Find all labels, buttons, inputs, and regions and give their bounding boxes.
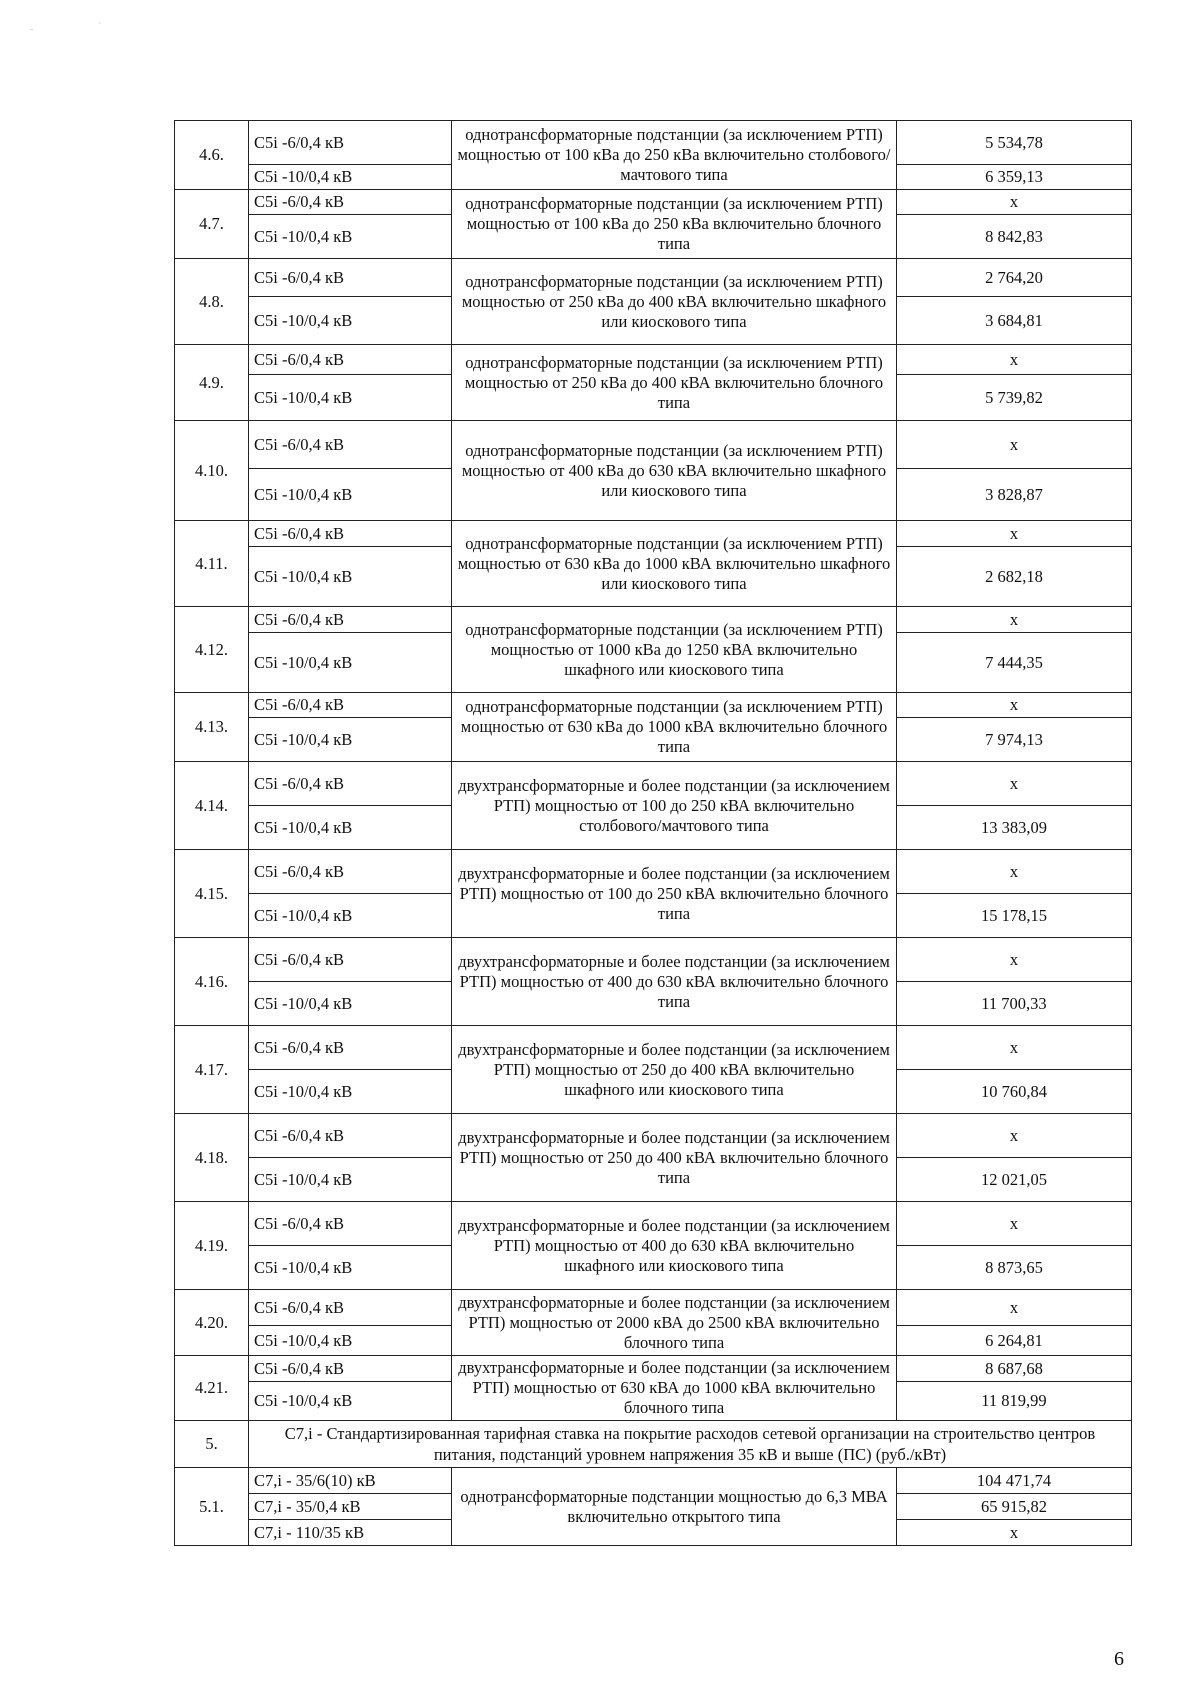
rate-value: х [897,1202,1132,1246]
item-number: 4.11. [175,521,249,607]
rate-value: х [897,190,1132,215]
substation-description: однотрансформаторные подстанции (за исключением РТП) мощностью от 250 кВа до 400 кВА включительно блочного типа [452,345,897,421]
table-row [175,1356,1132,1382]
table-row [175,421,1132,469]
substation-description: однотрансформаторные подстанции (за исключением РТП) мощностью от 100 кВа до 250 кВа включительно блочного типа [452,190,897,259]
rate-code: С5i -6/0,4 кВ [249,1202,452,1246]
rate-code: С5i -10/0,4 кВ [249,894,452,938]
table-row [175,1114,1132,1158]
substation-description: однотрансформаторные подстанции мощностью до 6,3 МВА включительно открытого типа [452,1468,897,1546]
page-number: 6 [1114,1648,1124,1670]
table-row [175,762,1132,806]
rate-code: С5i -10/0,4 кВ [249,375,452,421]
rate-code: С5i -10/0,4 кВ [249,469,452,521]
rate-value: 12 021,05 [897,1158,1132,1202]
rate-code: С7,i - 110/35 кВ [249,1520,452,1546]
item-number: 4.7. [175,190,249,259]
substation-description: однотрансформаторные подстанции (за исключением РТП) мощностью от 400 кВа до 630 кВА включительно шкафного или киоскового типа [452,421,897,521]
rate-value: 7 444,35 [897,633,1132,693]
table-row [175,521,1132,547]
table-row [175,693,1132,718]
rate-code: С5i -10/0,4 кВ [249,165,452,190]
rate-code: С5i -6/0,4 кВ [249,345,452,375]
substation-description: двухтрансформаторные и более подстанции (за исключением РТП) мощностью от 100 до 250 кВА включительно блочного типа [452,850,897,938]
rate-value: х [897,421,1132,469]
rate-value: 6 359,13 [897,165,1132,190]
item-number: 4.17. [175,1026,249,1114]
rate-code: С5i -6/0,4 кВ [249,938,452,982]
substation-description: двухтрансформаторные и более подстанции (за исключением РТП) мощностью от 2000 кВА до 2500 кВА включительно блочного типа [452,1290,897,1356]
rate-code: С5i -10/0,4 кВ [249,215,452,259]
rate-code: С5i -6/0,4 кВ [249,762,452,806]
rate-value: 8 842,83 [897,215,1132,259]
rate-code: С5i -10/0,4 кВ [249,633,452,693]
table-row [175,1290,1132,1326]
rate-code: С5i -10/0,4 кВ [249,1382,452,1421]
substation-description: двухтрансформаторные и более подстанции (за исключением РТП) мощностью от 250 до 400 кВА включительно шкафного или киоскового типа [452,1026,897,1114]
rate-value: х [897,693,1132,718]
substation-description: двухтрансформаторные и более подстанции (за исключением РТП) мощностью от 250 до 400 кВА включительно блочного типа [452,1114,897,1202]
scan-mark: ˜ [30,28,34,39]
rate-code: С7,i - 35/0,4 кВ [249,1494,452,1520]
rate-code: С5i -6/0,4 кВ [249,1290,452,1326]
substation-description: однотрансформаторные подстанции (за исключением РТП) мощностью от 630 кВа до 1000 кВА включительно шкафного или киоскового типа [452,521,897,607]
item-number: 4.20. [175,1290,249,1356]
rate-value: 10 760,84 [897,1070,1132,1114]
section-title: С7,i - Стандартизированная тарифная ставка на покрытие расходов сетевой организации на строительство центров питания, подстанций уровнем напряжения 35 кВ и выше (ПС) (руб./кВт) [249,1421,1132,1468]
rate-code: С5i -6/0,4 кВ [249,421,452,469]
rate-value: 3 684,81 [897,297,1132,345]
rate-value: х [897,850,1132,894]
rate-code: С5i -10/0,4 кВ [249,1070,452,1114]
substation-description: однотрансформаторные подстанции (за исключением РТП) мощностью от 250 кВа до 400 кВА включительно шкафного или киоскового типа [452,259,897,345]
table-body [175,121,1132,1546]
rate-code: С5i -10/0,4 кВ [249,1158,452,1202]
rate-code: С5i -10/0,4 кВ [249,547,452,607]
section-number: 5. [175,1421,249,1468]
rate-value: х [897,1520,1132,1546]
rate-value: х [897,762,1132,806]
rate-value: 6 264,81 [897,1326,1132,1356]
rate-code: С5i -10/0,4 кВ [249,1326,452,1356]
rate-value: х [897,938,1132,982]
table-row [175,1026,1132,1070]
item-number: 4.13. [175,693,249,762]
item-number: 4.21. [175,1356,249,1421]
substation-description: двухтрансформаторные и более подстанции (за исключением РТП) мощностью от 630 кВА до 1000 кВА включительно блочного типа [452,1356,897,1421]
substation-description: двухтрансформаторные и более подстанции (за исключением РТП) мощностью от 400 до 630 кВА включительно блочного типа [452,938,897,1026]
rate-code: С5i -6/0,4 кВ [249,607,452,633]
substation-description: двухтрансформаторные и более подстанции (за исключением РТП) мощностью от 400 до 630 кВА включительно шкафного или киоскового типа [452,1202,897,1290]
rate-code: С5i -6/0,4 кВ [249,121,452,165]
item-number: 4.16. [175,938,249,1026]
rate-code: С5i -6/0,4 кВ [249,259,452,297]
item-number: 4.19. [175,1202,249,1290]
rate-code: С5i -10/0,4 кВ [249,718,452,762]
rate-code: С5i -10/0,4 кВ [249,982,452,1026]
item-number: 4.18. [175,1114,249,1202]
rate-code: С5i -10/0,4 кВ [249,297,452,345]
substation-description: однотрансформаторные подстанции (за исключением РТП) мощностью от 630 кВа до 1000 кВА включительно блочного типа [452,693,897,762]
rate-value: 65 915,82 [897,1494,1132,1520]
rate-code: С5i -6/0,4 кВ [249,1356,452,1382]
rate-code: С5i -6/0,4 кВ [249,850,452,894]
section-row [175,1421,1132,1468]
rate-value: 13 383,09 [897,806,1132,850]
table-row [175,1468,1132,1494]
rate-code: С7,i - 35/6(10) кВ [249,1468,452,1494]
table-row [175,190,1132,215]
rate-value: х [897,1026,1132,1070]
item-number: 4.6. [175,121,249,190]
table-row [175,607,1132,633]
tariff-table [174,120,1132,1546]
rate-value: 15 178,15 [897,894,1132,938]
rate-value: 2 682,18 [897,547,1132,607]
table-row [175,259,1132,297]
rate-value: 104 471,74 [897,1468,1132,1494]
table-row [175,121,1132,165]
table-row [175,850,1132,894]
item-number: 4.14. [175,762,249,850]
rate-value: 8 687,68 [897,1356,1132,1382]
rate-code: С5i -6/0,4 кВ [249,693,452,718]
item-number: 4.12. [175,607,249,693]
rate-value: 3 828,87 [897,469,1132,521]
substation-description: однотрансформаторные подстанции (за исключением РТП) мощностью от 1000 кВа до 1250 кВА включительно шкафного или киоскового типа [452,607,897,693]
rate-value: 11 819,99 [897,1382,1132,1421]
substation-description: двухтрансформаторные и более подстанции (за исключением РТП) мощностью от 100 до 250 кВА включительно столбового/мачтового типа [452,762,897,850]
rate-value: 7 974,13 [897,718,1132,762]
rate-code: С5i -6/0,4 кВ [249,1026,452,1070]
table-row [175,345,1132,375]
rate-value: 11 700,33 [897,982,1132,1026]
rate-value: х [897,607,1132,633]
rate-code: С5i -6/0,4 кВ [249,1114,452,1158]
rate-code: С5i -10/0,4 кВ [249,1246,452,1290]
rate-value: 5 534,78 [897,121,1132,165]
scan-mark: ` [98,22,102,33]
item-number: 5.1. [175,1468,249,1546]
rate-value: 5 739,82 [897,375,1132,421]
substation-description: однотрансформаторные подстанции (за исключением РТП) мощностью от 100 кВа до 250 кВа включительно столбового/мачтового типа [452,121,897,190]
item-number: 4.9. [175,345,249,421]
item-number: 4.15. [175,850,249,938]
item-number: 4.8. [175,259,249,345]
rate-code: С5i -6/0,4 кВ [249,521,452,547]
rate-value: х [897,521,1132,547]
rate-value: 2 764,20 [897,259,1132,297]
rate-value: х [897,1290,1132,1326]
rate-value: 8 873,65 [897,1246,1132,1290]
rate-value: х [897,345,1132,375]
item-number: 4.10. [175,421,249,521]
rate-value: х [897,1114,1132,1158]
rate-code: С5i -6/0,4 кВ [249,190,452,215]
table-row [175,1202,1132,1246]
rate-code: С5i -10/0,4 кВ [249,806,452,850]
table-row [175,938,1132,982]
